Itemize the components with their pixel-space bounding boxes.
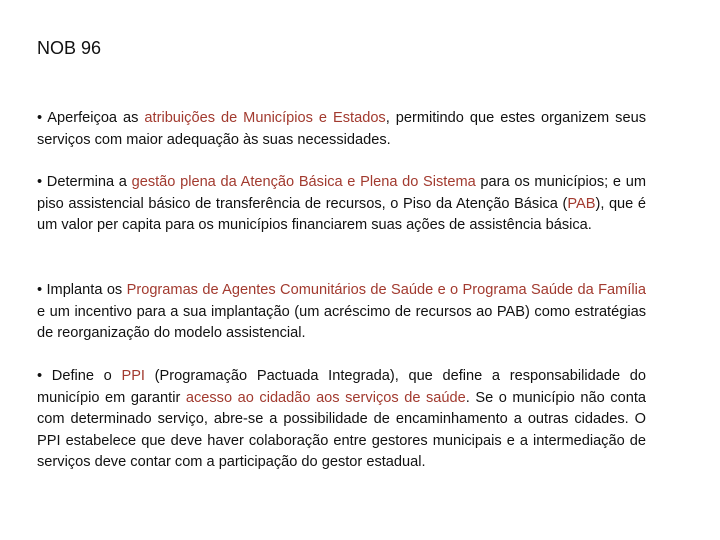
highlighted-term: atribuições de Municípios e Estados xyxy=(144,110,386,126)
bullet-paragraph-4 xyxy=(37,366,646,474)
highlighted-term: Programas de Agentes Comunitários de Saúde e o Programa Saúde da Família xyxy=(126,282,646,298)
highlighted-term: acesso ao cidadão aos serviços de saúde xyxy=(185,389,466,406)
text-segment: • Aperfeiçoa as xyxy=(37,110,145,126)
bullet-paragraph-3 xyxy=(37,280,646,345)
slide-title: NOB 96 xyxy=(37,38,102,58)
text-segment: . Se o município não conta com determinado serviço, abre-se a possibilidade de encaminhamento a outras cidades. O PPI estabelece que deve haver colaboração entre gestores municipais e a intermediação de serviços deve contar com a participação do gestor estadual. xyxy=(37,389,646,470)
text-segment: , permitindo que estes organizem seus serviços com maior adequação às suas necessidades. xyxy=(37,110,646,148)
text-segment: e um incentivo para a sua implantação (um acréscimo de recursos ao PAB) como estratégias de reorganização do modelo assistencial. xyxy=(37,303,646,341)
text-segment: • Implanta os xyxy=(37,282,127,298)
bullet-paragraph-1 xyxy=(37,108,646,151)
text-segment: (Programação Pactuada Integrada), que define a responsabilidade do município em garantir xyxy=(37,368,646,406)
highlighted-term: PPI xyxy=(121,368,145,384)
highlighted-term: gestão plena da Atenção Básica e Plena do Sistema xyxy=(131,174,476,190)
text-segment: • Define o xyxy=(37,368,122,384)
text-segment: ), que é um valor per capita para os municípios financiarem suas ações de assistência básica. xyxy=(37,195,646,233)
highlighted-term: PAB xyxy=(567,195,596,212)
text-segment: para os municípios; e um piso assistencial básico de transferência de recursos, o Piso da Atenção Básica ( xyxy=(37,174,646,212)
bullet-paragraph-2 xyxy=(37,172,646,237)
text-segment: • Determina a xyxy=(37,174,132,190)
